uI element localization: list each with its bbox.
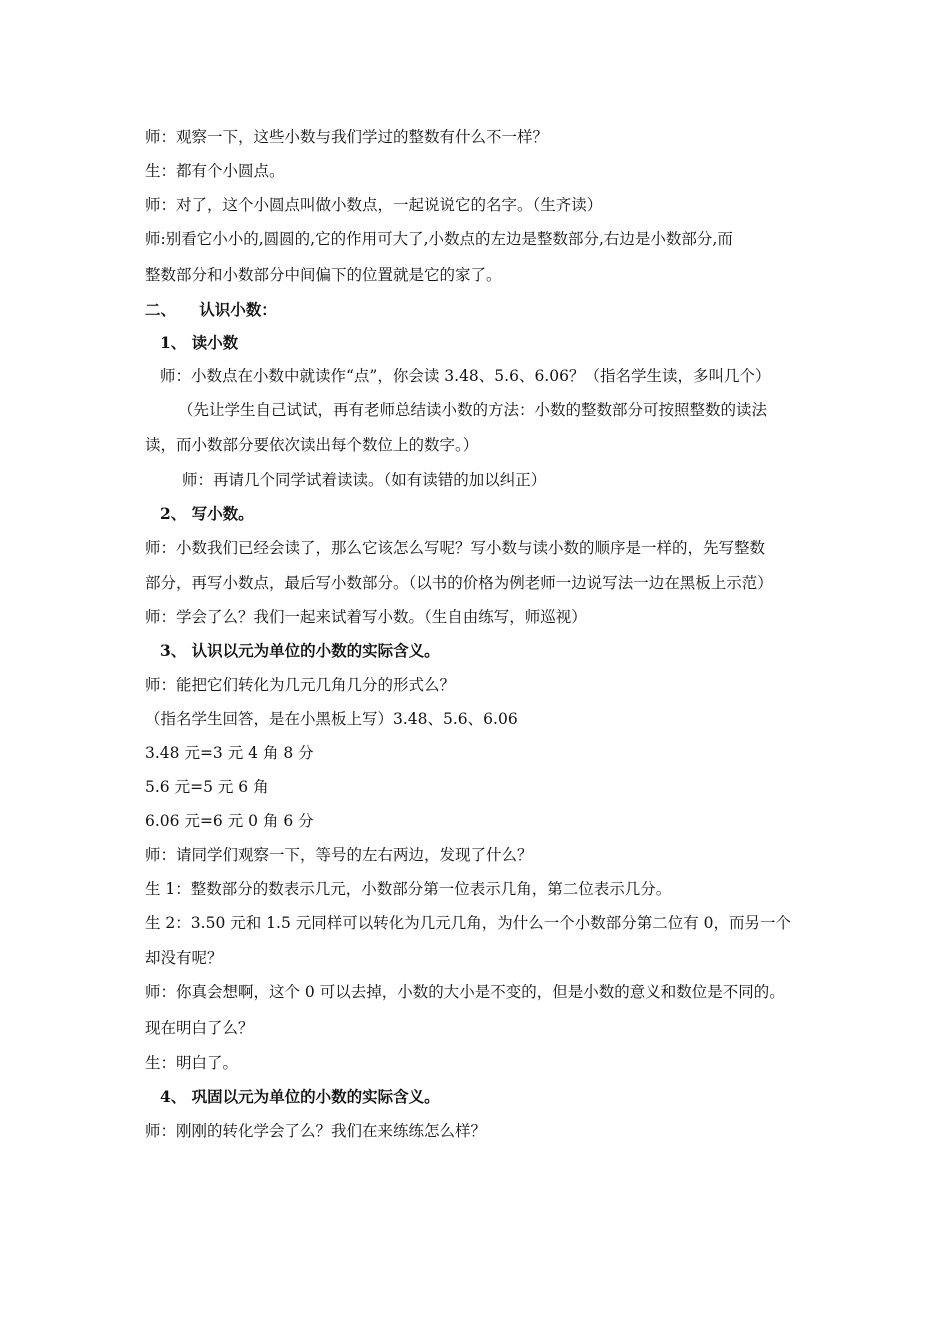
subsection-heading: 4、 巩固以元为单位的小数的实际含义。 — [160, 1087, 440, 1106]
text-line: 师：再请几个同学试着读读。（如有读错的加以纠正） — [182, 471, 547, 489]
text-line: 读，而小数部分要依次读出每个数位上的数字。） — [145, 436, 479, 454]
text-line: 师：请同学们观察一下，等号的左右两边，发现了什么？ — [145, 846, 533, 864]
text-line: 生：明白了。 — [145, 1054, 239, 1072]
text-line: （先让学生自己试试，再有老师总结读小数的方法：小数的整数部分可按照整数的读法 — [178, 401, 768, 419]
text-line: 师：小数点在小数中就读作“点”，你会读 3.48、5.6、6.06？（指名学生读，多叫几个） — [160, 367, 771, 385]
text-line: 师：小数我们已经会读了，那么它该怎么写呢？写小数与读小数的顺序是一样的，先写整数 — [145, 539, 766, 557]
text-line: 生 2：3.50 元和 1.5 元同样可以转化为几元几角，为什么一个小数部分第二位有 0，而另一个 — [145, 914, 792, 932]
section-heading: 二、 认识小数： — [145, 300, 277, 319]
text-line: 却没有呢？ — [145, 949, 223, 967]
text-line: （指名学生回答，是在小黑板上写）3.48、5.6、6.06 — [145, 710, 518, 728]
subsection-heading: 1、 读小数 — [160, 333, 239, 352]
text-line: 师：学会了么？我们一起来试着写小数。（生自由练写，师巡视） — [145, 608, 587, 626]
text-line: 整数部分和小数部分中间偏下的位置就是它的家了。 — [145, 266, 502, 284]
text-line: 师：观察一下，这些小数与我们学过的整数有什么不一样？ — [145, 128, 549, 146]
subsection-heading: 3、 认识以元为单位的小数的实际含义。 — [160, 641, 440, 660]
text-line: 师：能把它们转化为几元几角几分的形式么？ — [145, 676, 456, 694]
text-line: 生：都有个小圆点。 — [145, 162, 285, 180]
text-line: 5.6 元=5 元 6 角 — [145, 778, 269, 796]
text-line: 师：刚刚的转化学会了么？我们在来练练怎么样？ — [145, 1122, 487, 1140]
text-line: 师：你真会想啊，这个 0 可以去掉，小数的大小是不变的，但是小数的意义和数位是不同的。 — [145, 983, 785, 1001]
subsection-heading: 2、 写小数。 — [160, 504, 254, 523]
text-line: 6.06 元=6 元 0 角 6 分 — [145, 812, 314, 830]
text-line: 现在明白了么？ — [145, 1019, 254, 1037]
text-line: 师:别看它小小的,圆圆的,它的作用可大了,小数点的左边是整数部分,右边是小数部分,而 — [145, 230, 733, 248]
text-line: 部分，再写小数点，最后写小数部分。（以书的价格为例老师一边说写法一边在黑板上示范） — [145, 574, 773, 592]
text-line: 师：对了，这个小圆点叫做小数点，一起说说它的名字。（生齐读） — [145, 196, 603, 214]
text-line: 生 1：整数部分的数表示几元，小数部分第一位表示几角，第二位表示几分。 — [145, 880, 672, 898]
text-line: 3.48 元=3 元 4 角 8 分 — [145, 744, 314, 762]
